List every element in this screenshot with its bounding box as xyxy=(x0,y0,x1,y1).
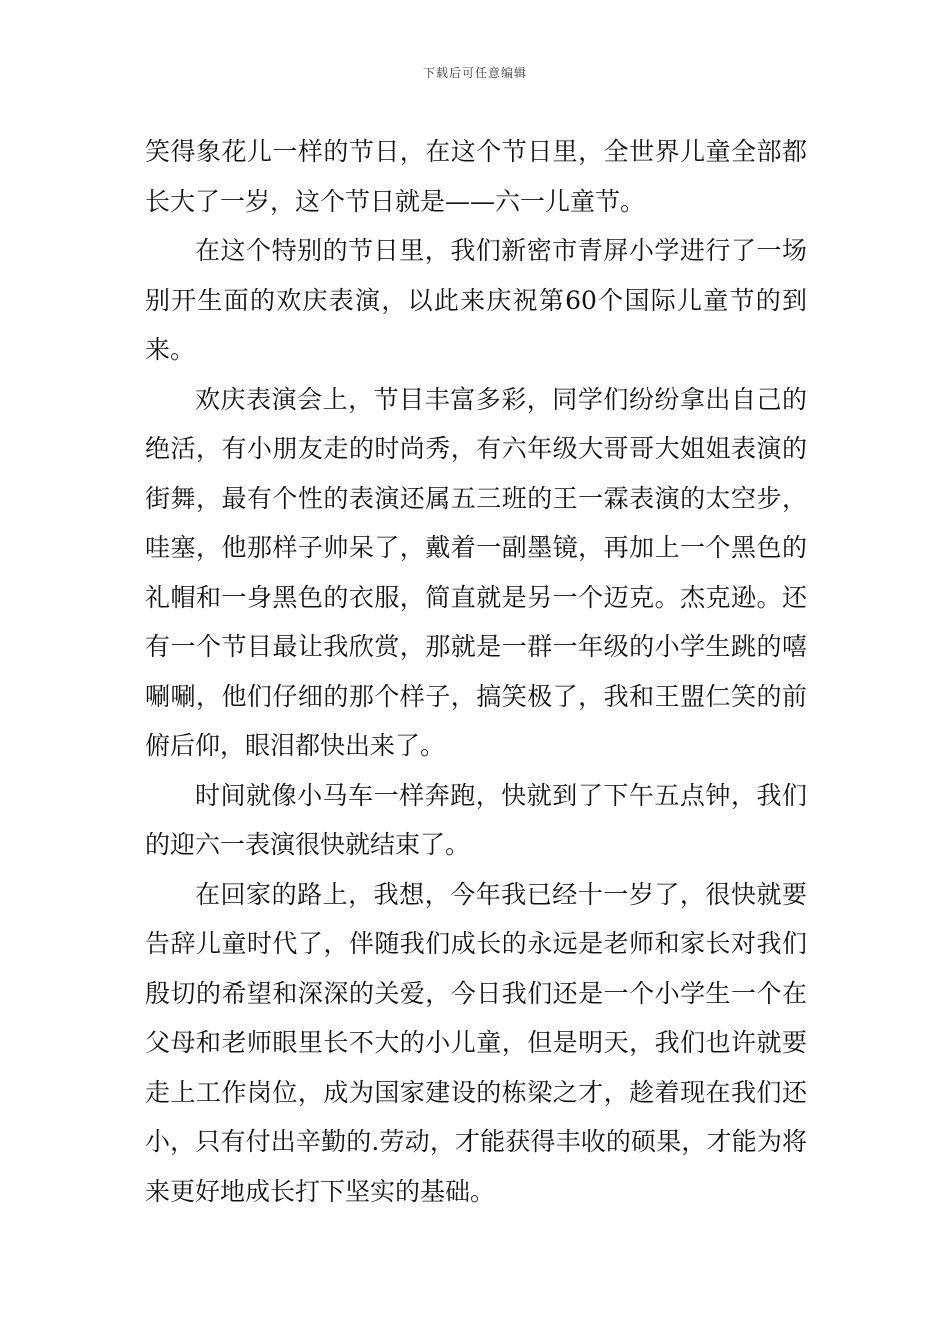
paragraph-5: 在回家的路上，我想，今年我已经十一岁了，很快就要告辞儿童时代了，伴随我们成长的永远是老师和家长对我们殷切的希望和深深的关爱，今日我们还是一个小学生一个在父母和老师眼里长不大的小儿童，但是明天，我们也许就要走上工作岗位，成为国家建设的栋梁之才，趁着现在我们还小，只有付出辛勤的.劳动，才能获得丰收的硕果，才能为将来更好地成长打下坚实的基础。 xyxy=(145,879,807,1206)
paragraph-4: 时间就像小马车一样奔跑，快就到了下午五点钟，我们的迎六一表演很快就结束了。 xyxy=(145,780,807,859)
paragraph-2: 在这个特别的节日里，我们新密市青屏小学进行了一场别开生面的欢庆表演，以此来庆祝第60个国际儿童节的到来。 xyxy=(145,236,807,364)
document-body xyxy=(145,127,807,1216)
page-header: 下载后可任意编辑 xyxy=(422,66,527,80)
paragraph-1: 笑得象花儿一样的节日，在这个节日里，全世界儿童全部都长大了一岁，这个节日就是——六一儿童节。 xyxy=(145,137,807,216)
paragraph-3: 欢庆表演会上，节目丰富多彩，同学们纷纷拿出自己的绝活，有小朋友走的时尚秀，有六年级大哥哥大姐姐表演的街舞，最有个性的表演还属五三班的王一霖表演的太空步，哇塞，他那样子帅呆了，戴着一副墨镜，再加上一个黑色的礼帽和一身黑色的衣服，简直就是另一个迈克。杰克逊。还有一个节目最让我欣赏，那就是一群一年级的小学生跳的嘻唰唰，他们仔细的那个样子，搞笑极了，我和王盟仁笑的前俯后仰，眼泪都快出来了。 xyxy=(145,384,807,760)
